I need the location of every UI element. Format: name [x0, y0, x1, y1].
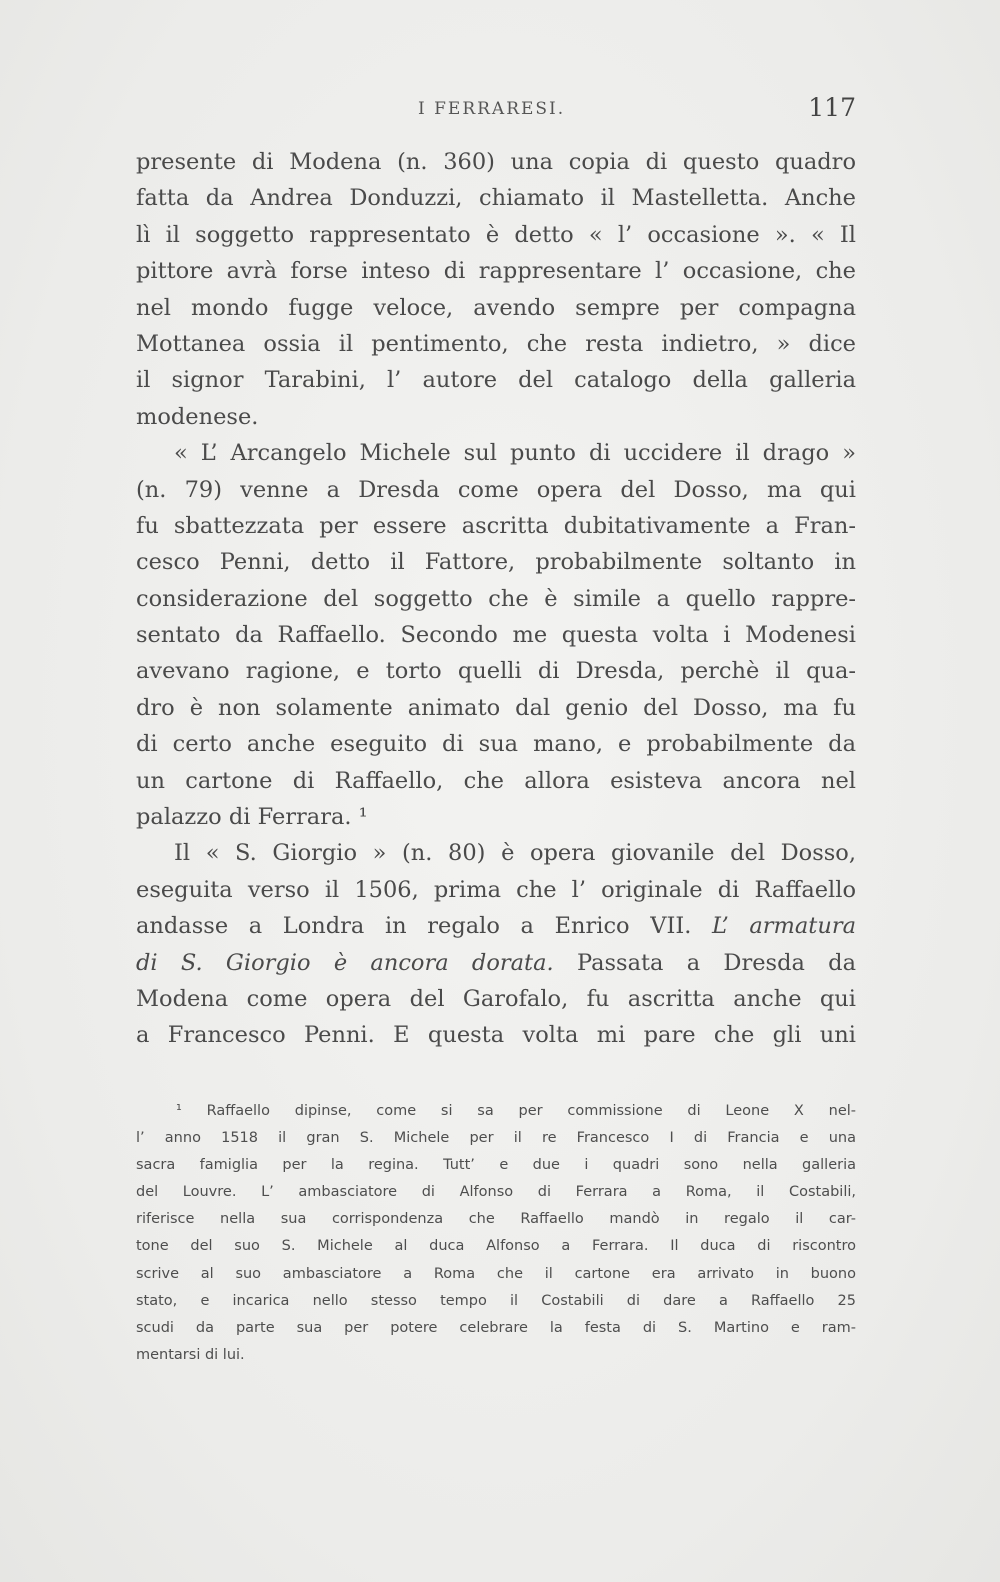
italic-text: L’ armatura	[712, 913, 856, 940]
text-line: presente di Modena (n. 360) una copia di questo quadro	[136, 149, 856, 175]
footnote-line: scrive al suo ambasciatore a Roma che il cartone era arrivato in buono	[136, 1265, 856, 1282]
text-line: nel mondo fugge veloce, avendo sempre per compagna	[136, 294, 856, 321]
text-line: cesco Penni, detto il Fattore, probabilmente soltanto in	[136, 549, 856, 576]
text-line: palazzo di Ferrara. ¹	[136, 804, 368, 831]
footnote-line: tone del suo S. Michele al duca Alfonso a Ferrara. Il duca di riscontro	[136, 1238, 856, 1255]
text-line: Mottanea ossia il pentimento, che resta indietro, » dice	[136, 330, 856, 357]
text-segment: Passata a Dresda da	[576, 949, 856, 976]
text-line: sentato da Raffaello. Secondo me questa volta i Modenesi	[136, 622, 856, 649]
text-line: avevano ragione, e torto quelli di Dresda, perchè il qua-	[136, 658, 856, 685]
text-line: eseguita verso il 1506, prima che l’ originale di Raffaello	[136, 876, 856, 903]
footnote-line: sacra famiglia per la regina. Tutt’ e due i quadri sono nella galleria	[136, 1157, 856, 1174]
text-line: fu sbattezzata per essere ascritta dubitativamente a Fran-	[136, 512, 856, 539]
text-line: considerazione del soggetto che è simile a quello rappre-	[136, 585, 856, 612]
footnote-line: riferisce nella sua corrispondenza che Raffaello mandò in regalo il car-	[136, 1211, 856, 1228]
text-line: a Francesco Penni. E questa volta mi pare che gli uni	[136, 1022, 856, 1049]
text-line: pittore avrà forse inteso di rappresentare l’ occasione, che	[136, 258, 856, 285]
text-line: lì il soggetto rappresentato è detto « l’ occasione ». « Il	[136, 221, 856, 248]
text-line: modenese.	[136, 403, 259, 430]
footnote-line: ¹ Raffaello dipinse, come si sa per commissione di Leone X nel-	[176, 1103, 856, 1119]
footnote-line: l’ anno 1518 il gran S. Michele per il re Francesco I di Francia e una	[136, 1130, 856, 1147]
text-line: di certo anche eseguito di sua mano, e probabilmente da	[136, 731, 856, 758]
text-line: il signor Tarabini, l’ autore del catalogo della galleria	[136, 367, 856, 394]
text-line: dro è non solamente animato dal genio del Dosso, ma fu	[136, 694, 856, 721]
paragraph-start-line: Il « S. Giorgio » (n. 80) è opera giovanile del Dosso,	[174, 840, 856, 867]
italic-text: di S. Giorgio è ancora dorata.	[136, 949, 554, 976]
page-number: 117	[808, 93, 856, 122]
footnote-line: stato, e incarica nello stesso tempo il Costabili di dare a Raffaello 25	[136, 1292, 856, 1309]
paragraph-start-line: « L’ Arcangelo Michele sul punto di uccidere il drago »	[174, 440, 856, 467]
text-line	[136, 945, 856, 981]
footnotes	[136, 1098, 856, 1369]
body-text	[136, 144, 856, 1054]
text-line: (n. 79) venne a Dresda come opera del Dosso, ma qui	[136, 476, 856, 503]
text-line: Modena come opera del Garofalo, fu ascritta anche qui	[136, 985, 856, 1012]
text-line: un cartone di Raffaello, che allora esisteva ancora nel	[136, 767, 856, 794]
running-head	[136, 95, 856, 125]
footnote-line: del Louvre. L’ ambasciatore di Alfonso di Ferrara a Roma, il Costabili,	[136, 1184, 856, 1201]
text-line: fatta da Andrea Donduzzi, chiamato il Mastelletta. Anche	[136, 185, 856, 212]
footnote-line: scudi da parte sua per potere celebrare la festa di S. Martino e ram-	[136, 1319, 856, 1336]
running-title: I FERRARESI.	[418, 99, 566, 119]
footnote-line: mentarsi di lui.	[136, 1346, 245, 1363]
text-line	[136, 908, 856, 944]
text-segment: andasse a Londra in regalo a Enrico VII.	[136, 913, 692, 940]
